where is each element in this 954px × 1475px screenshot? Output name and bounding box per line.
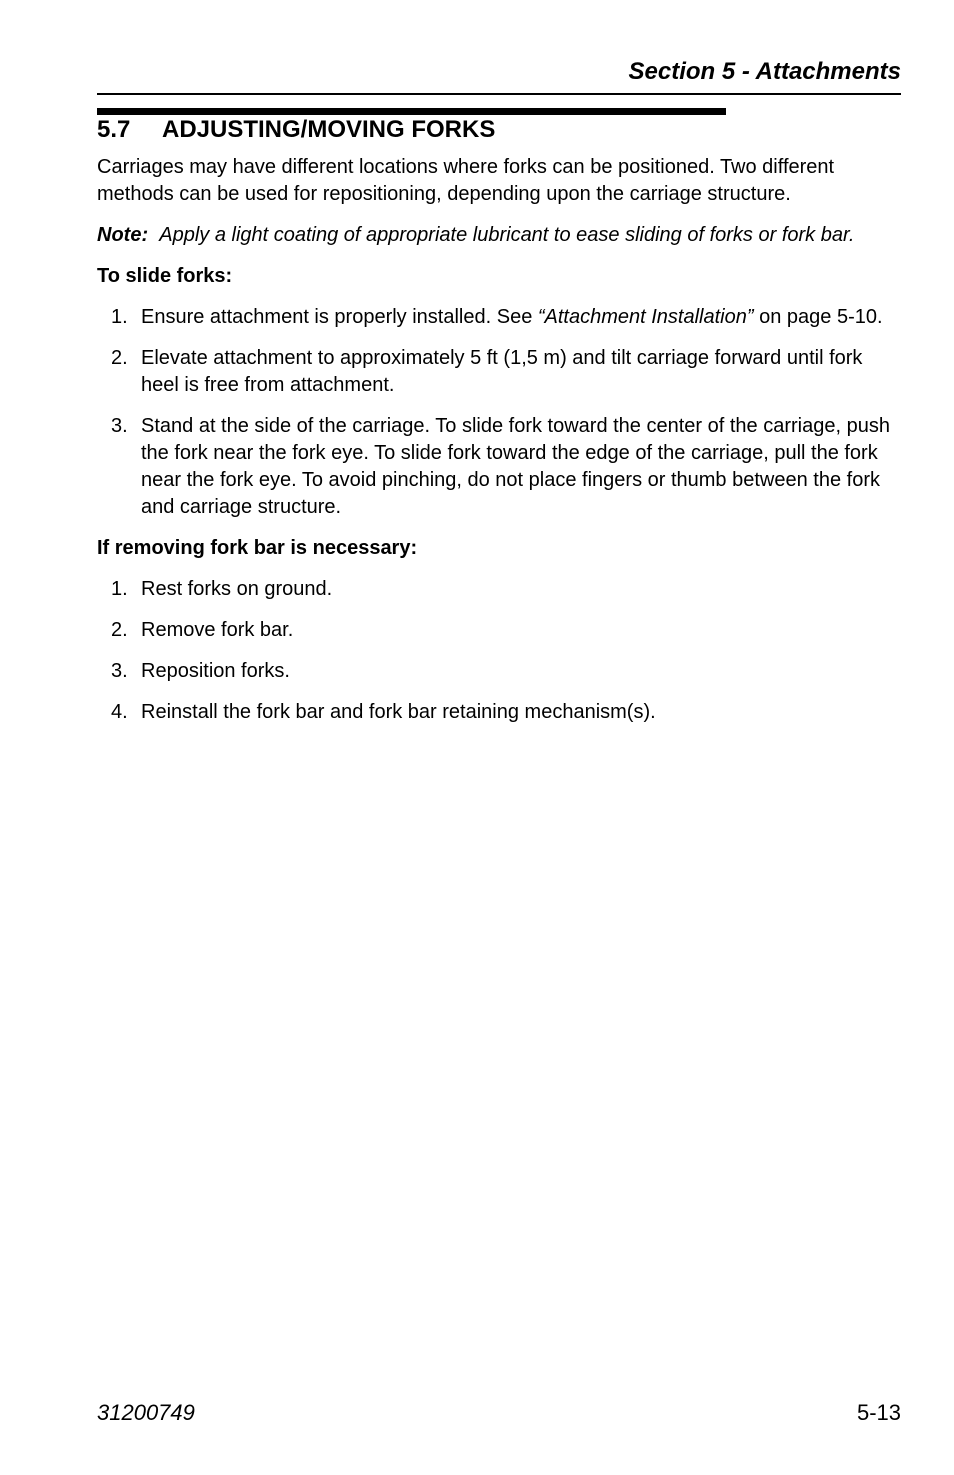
step-text: Stand at the side of the carriage. To slide fork toward the center of the carriage, push the fork near the fork eye. To slide fork toward the edge of the carriage, pull the fork near the fork eye. To avoid pinching, do not place fingers or thumb between the fork and carriage structure. (141, 415, 890, 518)
step-text: Elevate attachment to approximately 5 ft (1,5 m) and tilt carriage forward until fork heel is free from attachment. (141, 347, 863, 396)
intro-paragraph: Carriages may have different locations where forks can be positioned. Two different methods can be used for repositioning, depending upon the carriage structure. (97, 156, 835, 205)
step-number: 4. (111, 701, 128, 723)
list-item (97, 304, 903, 331)
running-header: Section 5 - Attachments (628, 58, 901, 85)
remove-fork-bar-steps (97, 576, 903, 726)
step-number: 3. (111, 660, 128, 682)
step-text: Rest forks on ground. (141, 578, 333, 600)
step-text: Reinstall the fork bar and fork bar retaining mechanism(s). (141, 701, 656, 723)
step-text: Ensure attachment is properly installed. See (141, 306, 538, 328)
step-text: Reposition forks. (141, 660, 290, 682)
cross-reference-link[interactable]: “Attachment Installation” (537, 306, 754, 328)
note-text: Apply a light coating of appropriate lubricant to ease sliding of forks or fork bar. (159, 224, 855, 246)
list-item (97, 658, 903, 685)
step-text: on page 5-10. (753, 306, 883, 328)
list-item (97, 699, 903, 726)
list-item (97, 576, 903, 603)
document-number: 31200749 (97, 1400, 195, 1425)
list-item (97, 345, 903, 399)
step-text: Remove fork bar. (141, 619, 294, 641)
note (97, 222, 903, 249)
step-number: 2. (111, 347, 128, 369)
page-number: 5-13 (856, 1400, 901, 1425)
step-number: 1. (111, 578, 128, 600)
slide-forks-heading: To slide forks: (97, 265, 233, 287)
header-rule (97, 93, 901, 95)
section-number: 5.7 (97, 116, 131, 143)
step-number: 1. (111, 306, 128, 328)
slide-forks-steps (97, 304, 903, 521)
list-item (97, 413, 903, 521)
step-number: 3. (111, 415, 128, 437)
page-content (97, 154, 903, 740)
list-item (97, 617, 903, 644)
remove-fork-bar-heading: If removing fork bar is necessary: (97, 537, 418, 559)
section-heading (97, 114, 495, 146)
step-number: 2. (111, 619, 128, 641)
note-label: Note: (97, 224, 149, 246)
section-title: ADJUSTING/MOVING FORKS (162, 116, 496, 143)
